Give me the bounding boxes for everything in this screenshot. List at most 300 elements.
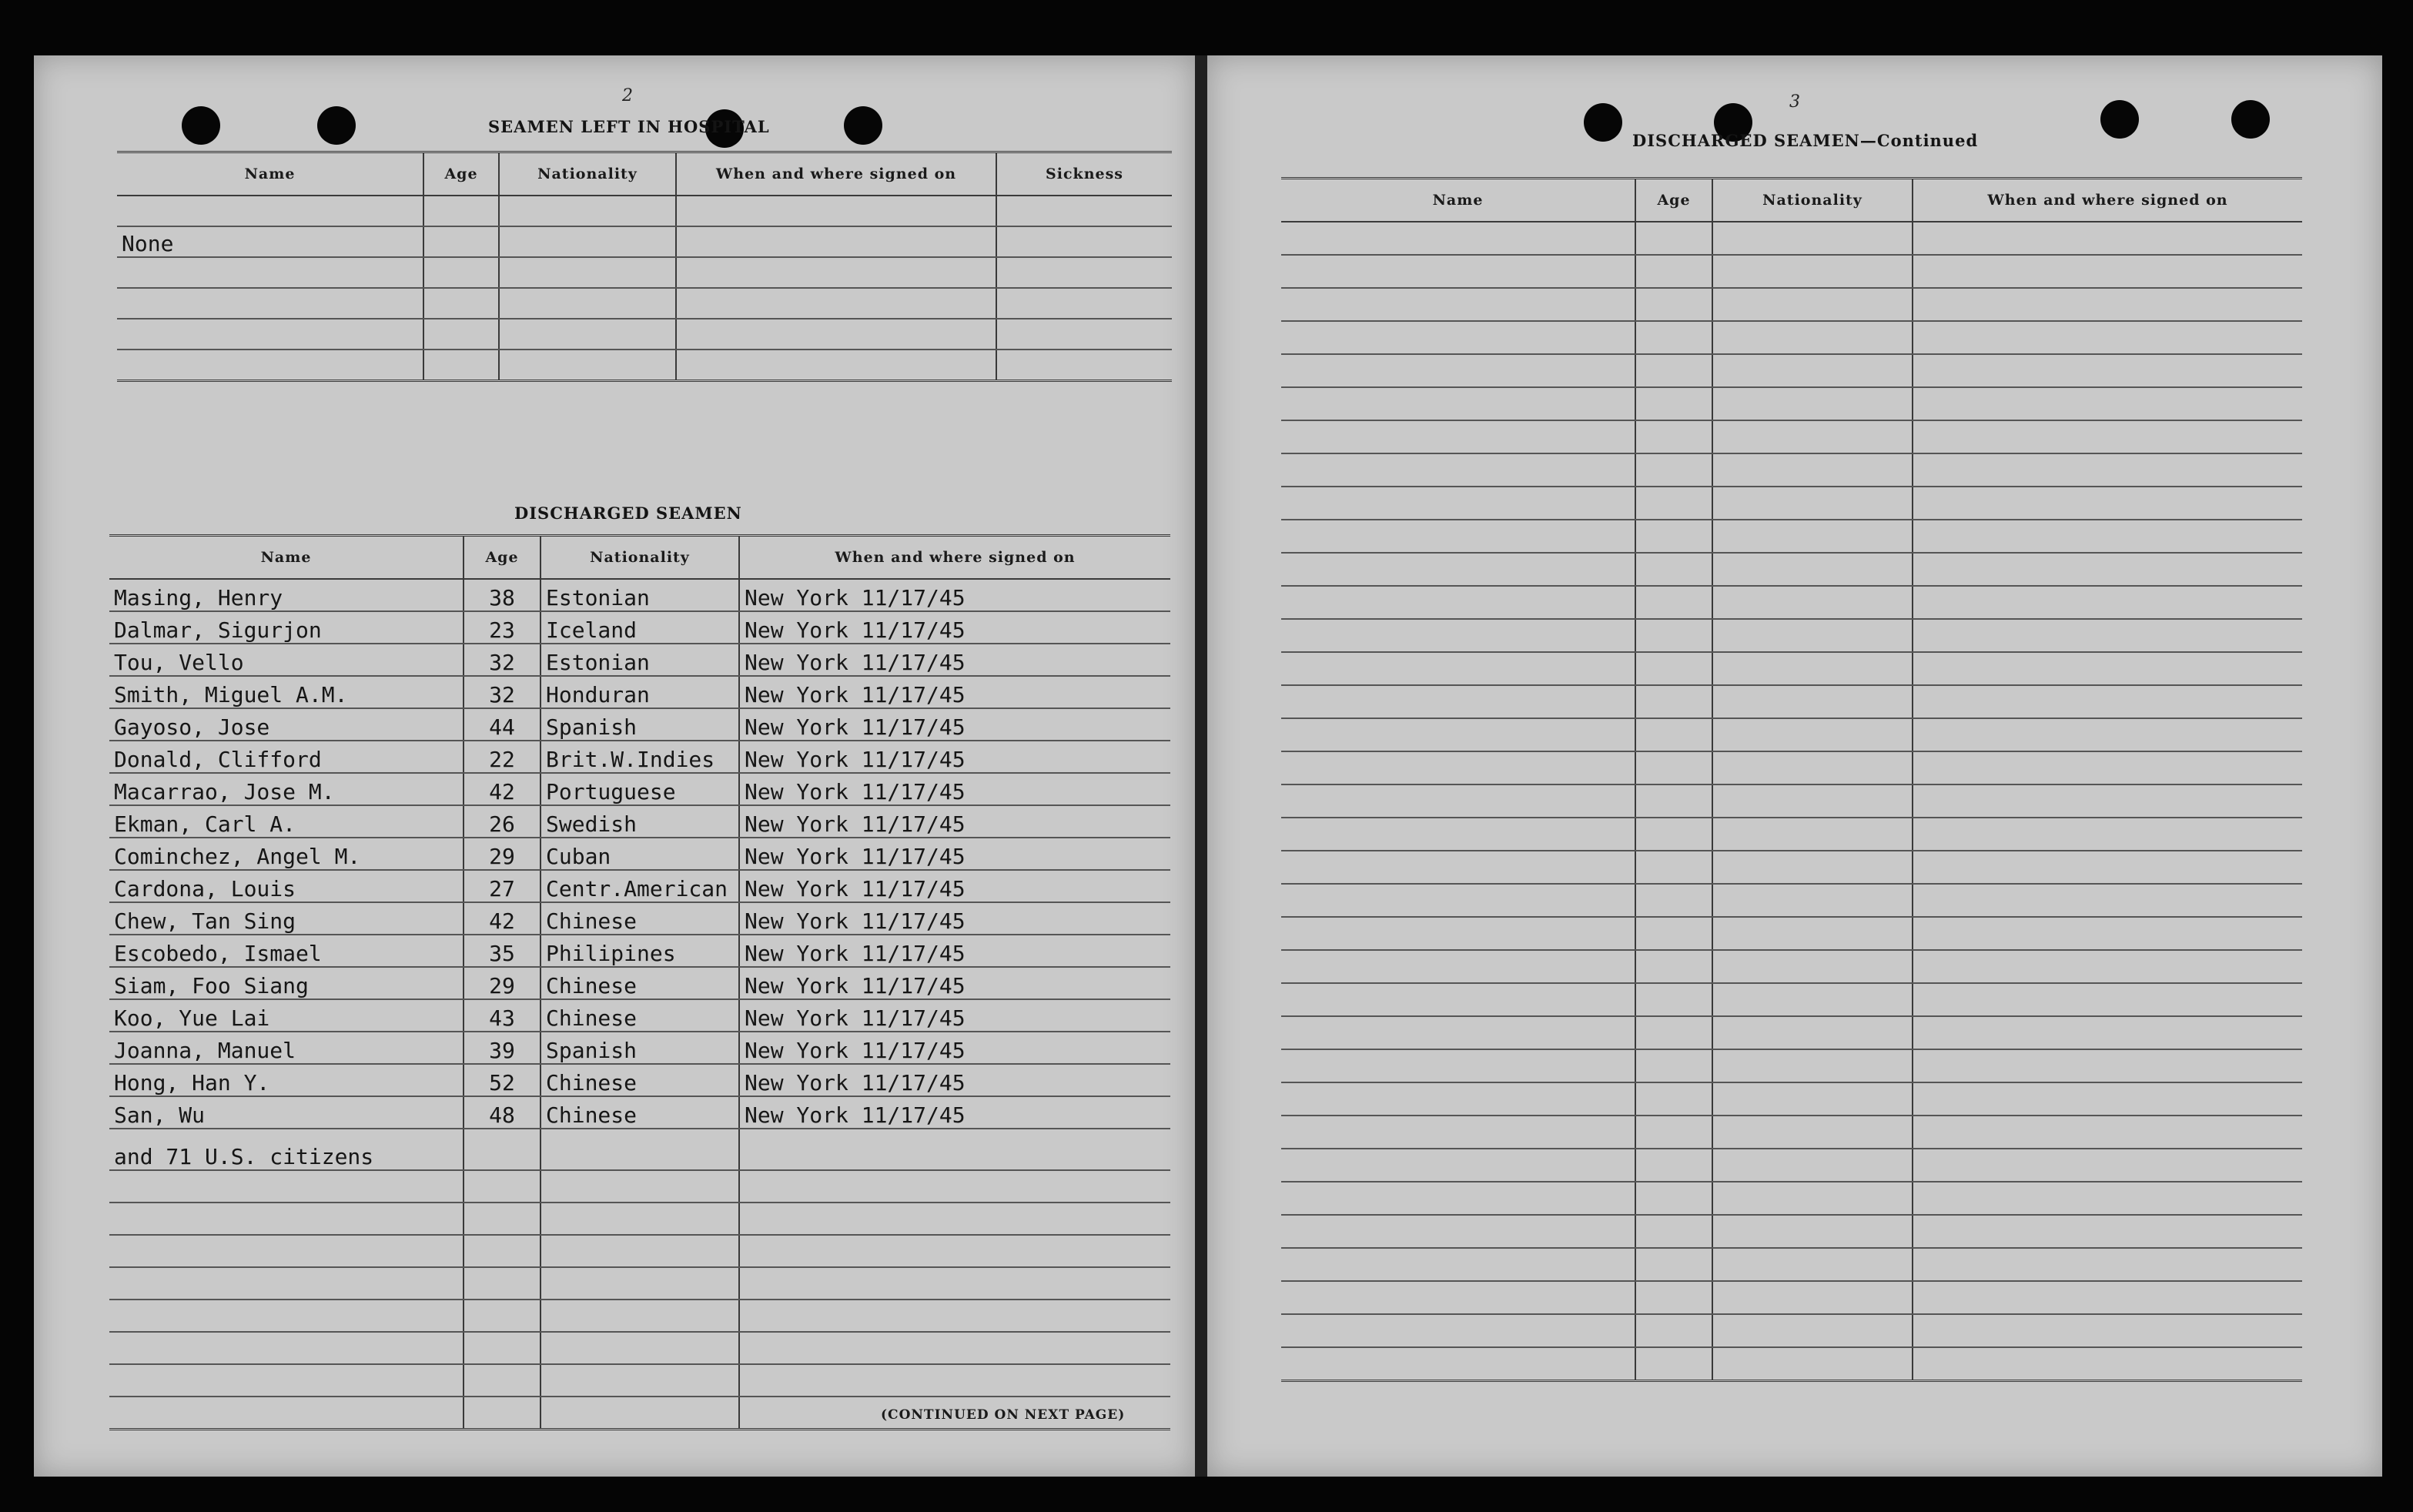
empty-cell [1913,420,2302,453]
empty-cell [1913,1082,2302,1116]
table-row [1281,354,2302,387]
continued-note: (CONTINUED ON NEXT PAGE) [881,1407,1126,1423]
empty-cell [1635,983,1712,1016]
seaman-nationality: Chinese [540,967,739,999]
empty-cell [1635,1016,1712,1049]
empty-cell [1281,354,1635,387]
continued-header-1: Age [1635,179,1712,222]
empty-cell [1913,1281,2302,1314]
empty-cell [1635,884,1712,917]
table-row [1281,222,2302,255]
empty-cell [499,288,676,319]
table-row [1281,321,2302,354]
empty-cell [1712,1314,1913,1347]
empty-cell [1281,1016,1635,1049]
empty-cell [1635,851,1712,884]
empty-cell [109,1203,464,1235]
table-row [1281,1248,2302,1281]
empty-cell [464,1235,540,1267]
empty-cell [1913,222,2302,255]
table-row [109,870,1170,902]
empty-cell [464,1332,540,1364]
empty-cell [540,1203,739,1235]
empty-cell [1913,818,2302,851]
seaman-name: Smith, Miguel A.M. [109,676,464,708]
empty-cell [423,350,499,381]
seaman-age: 32 [464,676,540,708]
hospital-header-4: Sickness [996,152,1172,196]
empty-cell [1712,1248,1913,1281]
table-row [1281,851,2302,884]
hospital-row [117,319,1172,350]
empty-cell [996,319,1172,350]
seaman-nationality: Chinese [540,1096,739,1129]
empty-cell [1281,751,1635,784]
empty-cell [1913,487,2302,520]
empty-cell [1281,453,1635,487]
table-row [109,773,1170,805]
hospital-section-title: SEAMEN LEFT IN HOSPITAL [488,117,770,136]
empty-cell [1635,288,1712,321]
seaman-signed-on: New York 11/17/45 [739,805,1170,838]
seaman-signed-on: New York 11/17/45 [739,1064,1170,1096]
seaman-signed-on: New York 11/17/45 [739,935,1170,967]
table-row [109,611,1170,644]
empty-cell [1913,288,2302,321]
seaman-signed-on: New York 11/17/45 [739,773,1170,805]
table-row [1281,1215,2302,1248]
table-row [1281,718,2302,751]
table-row [1281,1314,2302,1347]
empty-cell [996,257,1172,288]
table-row [1281,1016,2302,1049]
hospital-row [117,350,1172,381]
table-row [1281,983,2302,1016]
empty-cell [109,1300,464,1332]
table-row [1281,553,2302,586]
empty-cell [1913,520,2302,553]
empty-cell [1712,950,1913,983]
table-row [109,1096,1170,1129]
empty-cell [499,226,676,257]
empty-cell [1281,1215,1635,1248]
table-row [109,999,1170,1032]
empty-cell [1281,1049,1635,1082]
table-row [1281,1149,2302,1182]
empty-cell [1635,685,1712,718]
empty-cell [1712,917,1913,950]
seaman-signed-on: New York 11/17/45 [739,999,1170,1032]
empty-cell [1635,1281,1712,1314]
seaman-nationality: Iceland [540,611,739,644]
empty-cell [1913,718,2302,751]
seaman-age: 44 [464,708,540,741]
seaman-signed-on: New York 11/17/45 [739,902,1170,935]
seaman-signed-on: New York 11/17/45 [739,1032,1170,1064]
empty-cell [1712,222,1913,255]
empty-cell [1635,1347,1712,1381]
empty-cell [1635,751,1712,784]
empty-cell [109,1332,464,1364]
empty-cell [1712,818,1913,851]
seaman-nationality: Swedish [540,805,739,838]
table-row [109,838,1170,870]
table-row [1281,652,2302,685]
empty-cell [1281,487,1635,520]
empty-cell [423,288,499,319]
table-row [1281,453,2302,487]
empty-cell [1635,1314,1712,1347]
empty-cell [739,1332,1170,1364]
seaman-age: 35 [464,935,540,967]
empty-cell [499,196,676,226]
seaman-signed-on: New York 11/17/45 [739,611,1170,644]
empty-cell [1281,586,1635,619]
empty-cell [1281,983,1635,1016]
empty-cell [1281,1116,1635,1149]
empty-cell [1913,652,2302,685]
empty-cell [117,319,423,350]
discharged-header-0: Name [109,536,464,580]
empty-cell [1281,321,1635,354]
empty-cell [109,1267,464,1300]
empty-cell [423,196,499,226]
seaman-age: 23 [464,611,540,644]
table-row [1281,1281,2302,1314]
empty-cell [1635,619,1712,652]
seaman-name: San, Wu [109,1096,464,1129]
table-row [109,935,1170,967]
discharged-table [109,534,1170,1430]
empty-cell [1281,1082,1635,1116]
empty-cell [1712,487,1913,520]
empty-cell [1712,1281,1913,1314]
seaman-nationality: Centr.American [540,870,739,902]
empty-cell [1712,1347,1913,1381]
empty-cell [1635,354,1712,387]
seaman-age: 26 [464,805,540,838]
empty-cell [739,1235,1170,1267]
empty-cell [1913,619,2302,652]
empty-cell [739,1170,1170,1203]
empty-cell [1635,917,1712,950]
empty-cell [1635,520,1712,553]
empty-cell [1712,420,1913,453]
hospital-header-3: When and where signed on [676,152,996,196]
seaman-name: Chew, Tan Sing [109,902,464,935]
table-row [1281,917,2302,950]
seaman-name: Macarrao, Jose M. [109,773,464,805]
table-row [1281,784,2302,818]
empty-cell [1635,255,1712,288]
empty-cell [1712,718,1913,751]
empty-cell [739,1300,1170,1332]
empty-cell [1913,1248,2302,1281]
seaman-nationality: Estonian [540,644,739,676]
seaman-nationality: Estonian [540,579,739,611]
empty-cell [1712,1116,1913,1149]
table-row [1281,751,2302,784]
seaman-nationality: Chinese [540,999,739,1032]
empty-cell [1635,487,1712,520]
seaman-age: 39 [464,1032,540,1064]
empty-cell [676,319,996,350]
empty-cell [1635,553,1712,586]
empty-cell [739,1364,1170,1397]
empty-cell [739,1267,1170,1300]
punch-hole [182,106,220,145]
empty-cell [1635,1248,1712,1281]
seaman-nationality: Spanish [540,1032,739,1064]
table-row [109,708,1170,741]
empty-cell [540,1332,739,1364]
empty-cell [1281,222,1635,255]
table-row [1281,387,2302,420]
empty-cell [1281,685,1635,718]
empty-cell [1712,983,1913,1016]
empty-cell [109,1235,464,1267]
table-row [1281,520,2302,553]
seaman-nationality: Honduran [540,676,739,708]
hospital-header-1: Age [423,152,499,196]
empty-cell [117,288,423,319]
empty-cell [464,1129,540,1170]
empty-cell [1281,1347,1635,1381]
empty-cell [1635,652,1712,685]
table-row [1281,619,2302,652]
table-row [1281,1347,2302,1381]
empty-cell [464,1170,540,1203]
empty-cell [1281,818,1635,851]
seaman-name: Masing, Henry [109,579,464,611]
empty-cell [1712,387,1913,420]
hospital-row [117,257,1172,288]
table-row [109,1267,1170,1300]
empty-cell [1712,255,1913,288]
seaman-name: Siam, Foo Siang [109,967,464,999]
empty-cell [117,257,423,288]
empty-cell [1913,983,2302,1016]
discharged-header-2: Nationality [540,536,739,580]
empty-cell [1712,288,1913,321]
empty-cell [1635,1116,1712,1149]
empty-cell [464,1397,540,1430]
continued-header-2: Nationality [1712,179,1913,222]
table-row [1281,950,2302,983]
empty-cell [1281,1281,1635,1314]
seaman-age: 32 [464,644,540,676]
hospital-row [117,196,1172,226]
seaman-signed-on: New York 11/17/45 [739,1096,1170,1129]
empty-cell [1281,784,1635,818]
empty-cell [1635,222,1712,255]
empty-cell [540,1170,739,1203]
empty-cell [996,288,1172,319]
discharged-continued-table [1281,177,2302,1382]
empty-cell [423,226,499,257]
seaman-signed-on: New York 11/17/45 [739,708,1170,741]
punch-hole [1584,103,1622,142]
empty-cell [1635,1149,1712,1182]
empty-cell [1281,387,1635,420]
table-row [109,1203,1170,1235]
table-row [1281,818,2302,851]
seaman-name: Escobedo, Ismael [109,935,464,967]
empty-cell [1712,784,1913,818]
table-row [109,676,1170,708]
table-row [1281,1182,2302,1215]
empty-cell [1635,1049,1712,1082]
empty-cell [1281,851,1635,884]
punch-hole [2100,100,2139,139]
empty-cell [1712,851,1913,884]
empty-cell [540,1364,739,1397]
seaman-name: Koo, Yue Lai [109,999,464,1032]
empty-cell [117,350,423,381]
empty-cell [1712,1016,1913,1049]
table-row [109,1235,1170,1267]
continued-header-3: When and where signed on [1913,179,2302,222]
empty-cell [1712,453,1913,487]
table-row [109,967,1170,999]
empty-cell [1712,321,1913,354]
empty-cell [1281,420,1635,453]
seaman-nationality: Cuban [540,838,739,870]
empty-cell [423,257,499,288]
table-row [109,1332,1170,1364]
right-page [1207,55,2382,1477]
empty-cell [1712,1149,1913,1182]
seaman-age: 29 [464,967,540,999]
empty-cell [1712,619,1913,652]
empty-cell [1635,818,1712,851]
empty-cell [499,350,676,381]
seaman-signed-on: New York 11/17/45 [739,967,1170,999]
table-row [1281,1116,2302,1149]
empty-cell [676,288,996,319]
left-page [34,55,1195,1477]
empty-cell [540,1300,739,1332]
summary-row [109,1129,1170,1170]
empty-cell [1712,586,1913,619]
page-gutter [1195,55,1207,1477]
seaman-name: Tou, Vello [109,644,464,676]
seaman-name: Dalmar, Sigurjon [109,611,464,644]
punch-hole [317,106,356,145]
empty-cell [423,319,499,350]
seaman-nationality: Philipines [540,935,739,967]
empty-cell [1913,1215,2302,1248]
table-row [1281,255,2302,288]
empty-cell [1913,685,2302,718]
discharged-header-1: Age [464,536,540,580]
empty-cell [996,350,1172,381]
seaman-age: 43 [464,999,540,1032]
empty-cell [1712,1049,1913,1082]
seaman-signed-on: New York 11/17/45 [739,741,1170,773]
empty-cell [1281,553,1635,586]
table-row [109,644,1170,676]
seaman-signed-on: New York 11/17/45 [739,644,1170,676]
empty-cell [1712,1182,1913,1215]
seaman-signed-on: New York 11/17/45 [739,676,1170,708]
empty-cell [1281,652,1635,685]
seaman-age: 48 [464,1096,540,1129]
seaman-signed-on: New York 11/17/45 [739,579,1170,611]
hospital-entry-none: None [117,226,423,257]
seaman-age: 42 [464,773,540,805]
empty-cell [117,196,423,226]
empty-cell [1281,1149,1635,1182]
empty-cell [739,1203,1170,1235]
empty-cell [1635,420,1712,453]
table-row [1281,884,2302,917]
empty-cell [1913,255,2302,288]
empty-cell [1712,553,1913,586]
empty-cell [1913,784,2302,818]
empty-cell [1635,950,1712,983]
empty-cell [540,1235,739,1267]
page-number: 2 [622,86,633,105]
empty-cell [1712,1215,1913,1248]
empty-cell [1913,751,2302,784]
empty-cell [109,1397,464,1430]
seaman-age: 29 [464,838,540,870]
seaman-nationality: Portuguese [540,773,739,805]
empty-cell [1913,321,2302,354]
empty-cell [1635,453,1712,487]
empty-cell [1913,950,2302,983]
empty-cell [739,1129,1170,1170]
empty-cell [1281,288,1635,321]
empty-cell [676,196,996,226]
hospital-header-0: Name [117,152,423,196]
empty-cell [1281,718,1635,751]
empty-cell [464,1364,540,1397]
empty-cell [1913,1049,2302,1082]
hospital-row [117,288,1172,319]
empty-cell [1913,453,2302,487]
empty-cell [1281,917,1635,950]
seaman-nationality: Chinese [540,1064,739,1096]
seaman-nationality: Brit.W.Indies [540,741,739,773]
table-row [109,1064,1170,1096]
empty-cell [996,196,1172,226]
table-row [109,902,1170,935]
empty-cell [1635,784,1712,818]
us-citizens-note: and 71 U.S. citizens [109,1129,464,1170]
empty-cell [464,1267,540,1300]
empty-cell [1635,321,1712,354]
empty-cell [676,257,996,288]
seaman-name: Cominchez, Angel M. [109,838,464,870]
table-row [109,1364,1170,1397]
empty-cell [540,1397,739,1430]
seaman-nationality: Spanish [540,708,739,741]
empty-cell [1913,1149,2302,1182]
empty-cell [1913,354,2302,387]
seaman-name: Donald, Clifford [109,741,464,773]
empty-cell [1913,586,2302,619]
empty-cell [540,1267,739,1300]
empty-cell [1913,851,2302,884]
seaman-nationality: Chinese [540,902,739,935]
discharged-section-title: DISCHARGED SEAMEN [514,503,742,523]
continued-header-0: Name [1281,179,1635,222]
empty-cell [1635,586,1712,619]
empty-cell [676,350,996,381]
punch-hole [2231,100,2270,139]
